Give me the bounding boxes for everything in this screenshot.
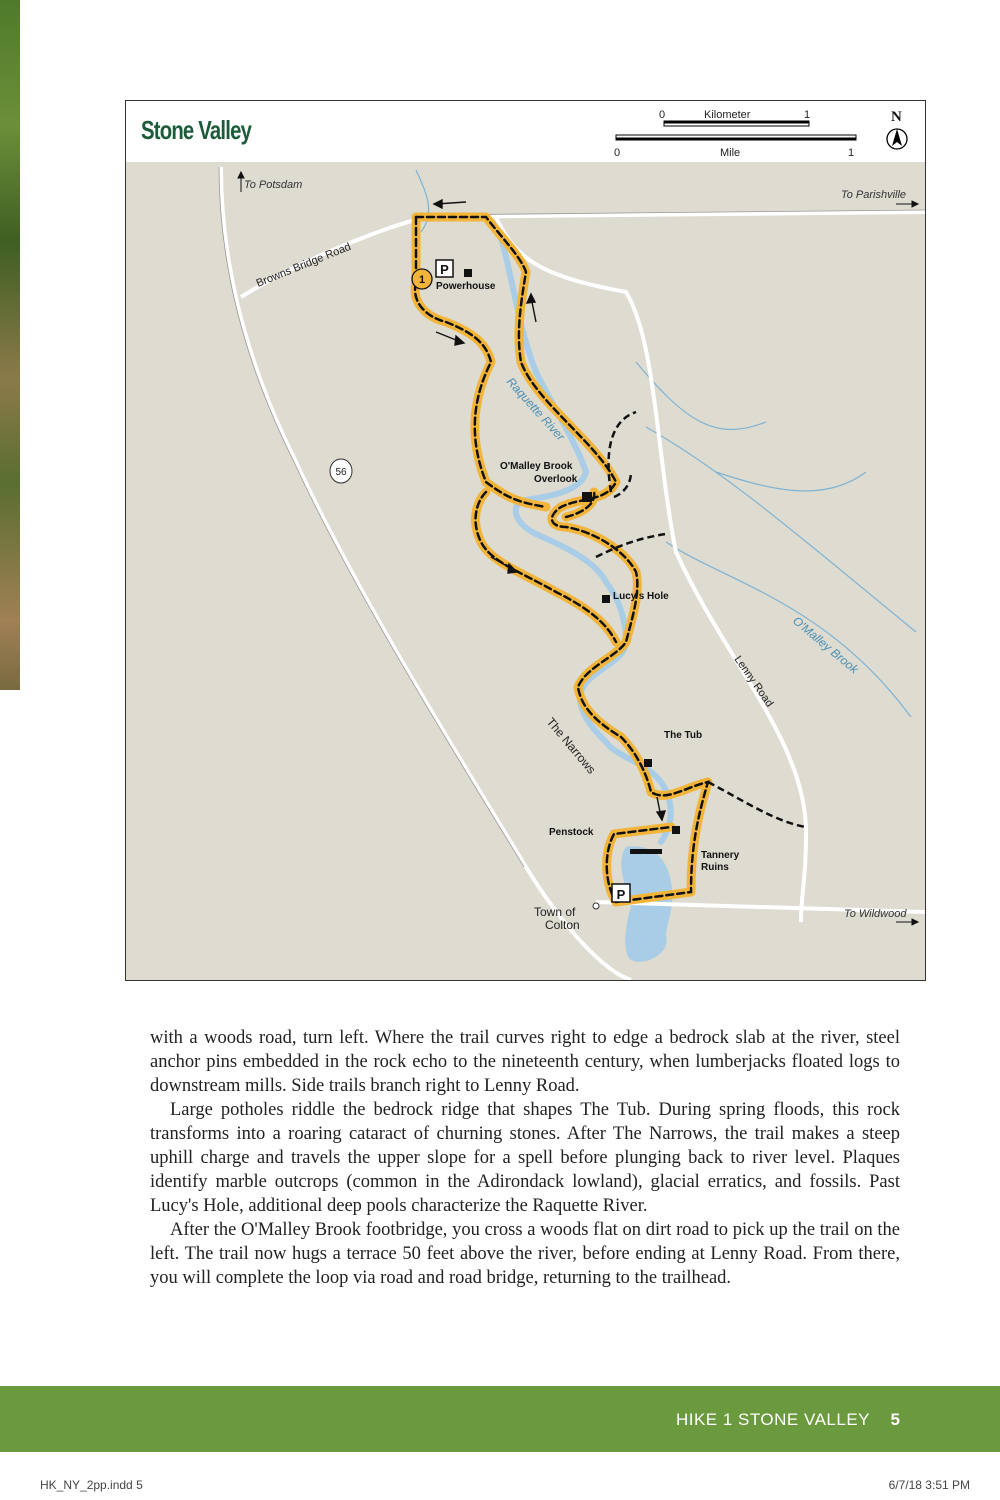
map-canvas [126, 162, 925, 980]
km-zero: 0 [659, 109, 666, 121]
tannery-marker [672, 826, 680, 834]
mile-zero: 0 [614, 147, 621, 159]
raquette-river-label: Raquette River [503, 374, 568, 444]
trailhead-start-marker [412, 269, 432, 289]
lucys-hole-label: Lucy's Hole [613, 591, 669, 602]
omalley-brook-label: O'Malley Brook [790, 613, 862, 677]
footer-band [0, 1386, 1000, 1452]
paragraph-2: Large potholes riddle the bedrock ridge that shapes The Tub. During spring floods, this rock transforms into a roaring cataract of churning stones. After The Narrows, the trail makes a steep uphill charge and travels the upper slope for a spell before plunging back to river level. Plaques identify marble outcrops (common in the Adirondack lowland), glacial erratics, and fossils. Past Lucy's Hole, additional deep pools characterize the Raquette River. [150, 1100, 900, 1216]
map-title: Stone Valley [141, 115, 252, 145]
powerhouse-label: Powerhouse [436, 281, 496, 292]
town-label-1: Town of [534, 905, 576, 919]
town-dot [593, 903, 599, 909]
to-potsdam-label: To Potsdam [244, 179, 303, 191]
narrows-label: The Narrows [543, 714, 599, 777]
svg-text:1: 1 [418, 274, 426, 286]
slug-date: 6/7/18 3:51 PM [888, 1478, 970, 1492]
mile-label: Mile [720, 147, 741, 159]
mile-one: 1 [848, 147, 855, 159]
north-letter: N [891, 109, 902, 125]
to-parishville-label: To Parishville [841, 189, 907, 201]
trail-map [125, 100, 926, 981]
north-arrow-icon [887, 129, 907, 149]
browns-bridge-road-label: Browns Bridge Road [254, 240, 353, 290]
penstock-bar [630, 849, 662, 854]
km-label: Kilometer [704, 109, 751, 121]
powerhouse-marker [464, 269, 472, 277]
km-one: 1 [804, 109, 811, 121]
scale-and-north [126, 101, 926, 162]
footer-page-number: 5 [890, 1410, 900, 1429]
lucys-hole-marker [602, 595, 610, 603]
side-photo-strip [0, 0, 20, 690]
route-56-shield [330, 459, 352, 483]
footer-hike-label: HIKE 1 STONE VALLEY [675, 1410, 870, 1429]
tannery-label-1: Tannery [701, 850, 740, 861]
tub-label: The Tub [664, 730, 703, 741]
svg-text:P: P [616, 887, 626, 902]
tannery-label-2: Ruins [701, 862, 729, 873]
svg-text:P: P [440, 262, 449, 277]
town-label-2: Colton [545, 918, 580, 932]
slug-filename: HK_NY_2pp.indd 5 [40, 1478, 143, 1492]
to-wildwood-label: To Wildwood [844, 908, 907, 920]
svg-text:56: 56 [335, 467, 347, 478]
paragraph-3: After the O'Malley Brook footbridge, you cross a woods flat on dirt road to pick up the trail on the left. The trail now hugs a terrace 50 feet above the river, before ending at Lenny Road. From there, you will complete the loop via road and road bridge, returning to the trailhead. [150, 1220, 900, 1288]
tub-marker [644, 759, 652, 767]
overlook-label-1: O'Malley Brook [500, 461, 573, 472]
overlook-marker [582, 492, 592, 502]
parking-icon [612, 884, 630, 902]
parking-icon [436, 260, 453, 277]
paragraph-1: with a woods road, turn left. Where the trail curves right to edge a bedrock slab at the river, steel anchor pins embedded in the rock echo to the nineteenth century, when lumberjacks floated logs to downstream mills. Side trails branch right to Lenny Road. [150, 1028, 900, 1096]
penstock-label: Penstock [549, 827, 594, 838]
lenny-road-label: Lenny Road [731, 653, 776, 710]
map-header [126, 101, 925, 163]
overlook-label-2: Overlook [534, 474, 578, 485]
body-text [150, 1026, 900, 1290]
